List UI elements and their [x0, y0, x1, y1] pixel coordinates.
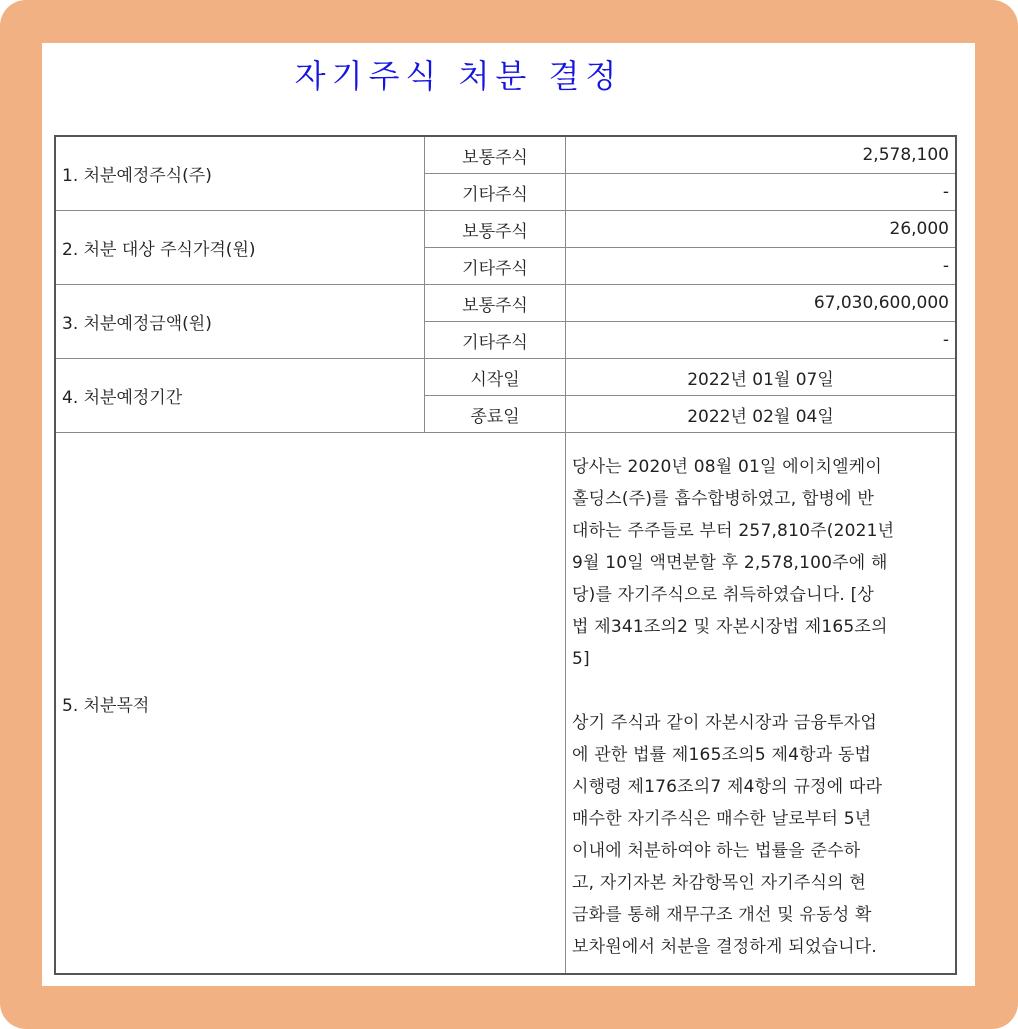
- table-row: [55, 359, 956, 396]
- row-sub-label: 기타주식: [425, 322, 566, 359]
- row-value: 26,000: [566, 211, 957, 248]
- row-sub-label: 시작일: [425, 359, 566, 396]
- row-sub-label: 기타주식: [425, 174, 566, 211]
- row-value: 2022년 01월 07일: [566, 359, 957, 396]
- row-label: 2. 처분 대상 주식가격(원): [55, 211, 425, 285]
- row-sub-label: 보통주식: [425, 285, 566, 322]
- row-sub-label: 보통주식: [425, 211, 566, 248]
- row-value: 2022년 02월 04일: [566, 396, 957, 433]
- table-row: [55, 136, 956, 174]
- document-title: 자기주식 처분 결정: [294, 57, 623, 95]
- row-label: 3. 처분예정금액(원): [55, 285, 425, 359]
- document-sheet: [42, 43, 975, 986]
- row-value: -: [566, 322, 957, 359]
- purpose-label: 5. 처분목적: [55, 433, 566, 975]
- table-row: [55, 211, 956, 248]
- table-row: [55, 433, 956, 975]
- row-value: 2,578,100: [566, 136, 957, 174]
- row-value: -: [566, 248, 957, 285]
- row-label: 4. 처분예정기간: [55, 359, 425, 433]
- row-sub-label: 종료일: [425, 396, 566, 433]
- purpose-text: 당사는 2020년 08월 01일 에이치엘케이 홀딩스(주)를 흡수합병하였고, 합병에 반 대하는 주주들로 부터 257,810주(2021년 9월 10일 액면분할 후 2,578,100주에 해 당)를 자기주식으로 취득하였습니다. [상 법 제341조의2 및 자본시장법 제165조의 5] 상기 주식과 같이 자본시장과 금융투자업 에 관한 법률 제165조의5 제4항과 동법 시행령 제176조의7 제4항의 규정에 따라 매수한 자기주식은 매수한 날로부터 5년 이내에 처분하여야 하는 법률을 준수하 고, 자기자본 차감항목인 자기주식의 현 금화를 통해 재무구조 개선 및 유동성 확 보차원에서 처분을 결정하게 되었습니다.: [566, 433, 957, 975]
- row-sub-label: 기타주식: [425, 248, 566, 285]
- table-row: [55, 285, 956, 322]
- row-value: -: [566, 174, 957, 211]
- row-sub-label: 보통주식: [425, 136, 566, 174]
- disclosure-table: [54, 135, 957, 975]
- row-value: 67,030,600,000: [566, 285, 957, 322]
- row-label: 1. 처분예정주식(주): [55, 136, 425, 211]
